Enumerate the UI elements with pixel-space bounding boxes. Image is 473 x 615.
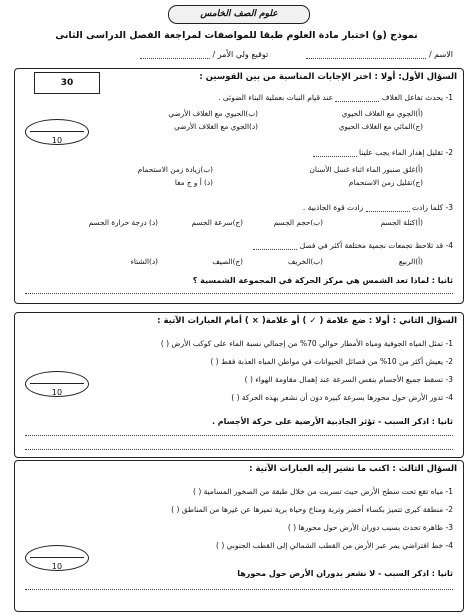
blank[interactable] xyxy=(335,101,379,102)
question-3-text2: زادت قوة الجاذبية . xyxy=(302,203,364,212)
answer-line[interactable] xyxy=(25,589,453,590)
q1-option-b[interactable]: (ب)الحيوي مع الغلاف الأرضي xyxy=(168,109,258,118)
q2-option-c[interactable]: (ج)تقليل زمن الاستحمام xyxy=(348,178,423,187)
q1-option-a[interactable]: (أ)الجوي مع الغلاف الحيوي xyxy=(341,109,423,118)
q2-option-b[interactable]: (ب)زيادة زمن الاستحمام xyxy=(137,165,213,174)
score-divider xyxy=(30,131,84,132)
section-one-bonus: ثانيا : لماذا تعد الشمس هي مركز الحركة في المجموعة الشمسية ؟ xyxy=(192,276,453,285)
section-two-heading: السؤال الثاني : أولا : ضع علامة ( ✓ ) أو علامة( × ) أمام العبارات الآتية : xyxy=(157,316,457,326)
q3-option-a[interactable]: (أ)كتلة الجسم xyxy=(380,218,423,227)
name-field[interactable] xyxy=(306,50,453,59)
question-1 xyxy=(218,93,453,102)
guardian-field[interactable] xyxy=(140,50,268,59)
section-one-score-value: 10 xyxy=(51,136,63,145)
q1-option-c[interactable]: (ج)المائي مع الغلاف الحيوي xyxy=(338,122,423,131)
q3-option-c[interactable]: (ج)سرعة الجسم xyxy=(191,218,243,227)
section-three-score-value: 10 xyxy=(51,562,63,571)
question-3 xyxy=(303,203,453,212)
student-info-row xyxy=(20,50,453,64)
statement-2: 2- يعيش أكثر من 10% من فصائل الحيوانات في مواطن المياه العذبة فقط ( ) xyxy=(210,357,453,366)
q2-option-a[interactable]: (أ)غلق صنبور الماء اثناء غسل الأسنان xyxy=(309,165,423,174)
statement-3: 3- تسقط جميع الأجسام بنفس السرعة عند إهمال مقاومة الهواء ( ) xyxy=(244,375,453,384)
answer-line[interactable] xyxy=(25,435,453,436)
section-two-score xyxy=(25,371,89,397)
subject-banner: علوم الصف الخامس xyxy=(168,5,310,24)
q3-option-d[interactable]: (د) درجة حرارة الجسم xyxy=(88,218,158,227)
q4-option-d[interactable]: (د)الشتاء xyxy=(130,257,158,266)
score-divider xyxy=(30,383,84,384)
total-score-box: 30 xyxy=(34,72,100,94)
q4-option-b[interactable]: (ب)الخريف xyxy=(287,257,323,266)
statement-4: 4- تدور الأرض حول محورها بسرعة كبيرة دون أن نشعر بهذه الحركة ( ) xyxy=(231,393,453,402)
definition-4: 4- خط افتراضي يمر عبر الأرض من القطب الشمالي إلى القطب الجنوبي ( ) xyxy=(216,541,453,550)
guardian-label: توقيع ولي الأمر / xyxy=(212,50,269,59)
section-two-bonus: ثانيا : اذكر السبب - تؤثر الجاذبية الأرضية على حركة الأجسام . xyxy=(211,417,453,426)
section-one xyxy=(14,68,464,304)
answer-line[interactable] xyxy=(25,293,453,294)
q3-option-b[interactable]: (ب)حجم الجسم xyxy=(273,218,323,227)
q2-option-d[interactable]: (د) أ و ج معا xyxy=(174,178,213,187)
definition-1: 1- مياه تقع تحت سطح الأرض حيث تسربت من خلال طبقة من الصخور المسامية ( ) xyxy=(193,487,453,496)
q1-option-d[interactable]: (د)الجوي مع الغلاف الأرضي xyxy=(174,122,258,131)
question-1-text: 1- يحدث تفاعل الغلاف xyxy=(381,93,453,102)
section-one-score xyxy=(25,119,89,145)
statement-1: 1- تمثل المياه الجوفية ومياه الأمطار حوالي 70% من إجمالي نسبة الماء على كوكب الأرض ( ) xyxy=(160,339,453,348)
definition-3: 3- ظاهرة تحدث بسبب دوران الأرض حول محورها ( ) xyxy=(287,523,453,532)
q4-option-c[interactable]: (ج)الصيف xyxy=(212,257,243,266)
question-2 xyxy=(313,148,453,157)
name-line xyxy=(306,58,426,59)
section-three-heading: السؤال الثالث : اكتب ما تشير إليه العبارات الآتية : xyxy=(249,464,457,474)
answer-line[interactable] xyxy=(25,449,453,450)
section-two-score-value: 10 xyxy=(51,388,63,397)
guardian-line xyxy=(140,58,210,59)
section-one-heading: السؤال الأول: أولا : اختر الإجابات المناسبة من بين القوسين : xyxy=(199,72,457,82)
section-two xyxy=(14,312,464,458)
question-2-text: 2- تقليل إهدار الماء يجب علينا xyxy=(359,148,453,157)
question-4-text: 4- قد تلاحظ تجمعات نجمية مختلفة أكثر في فصل xyxy=(299,241,453,250)
q4-option-a[interactable]: (أ)الربيع xyxy=(398,257,423,266)
exam-title: نموذج (و) اختبار مادة العلوم طبقا للمواصفات لمراجعة الفصل الدراسى الثانى xyxy=(55,30,418,41)
section-three-bonus: ثانيا : اذكر السبب - لا نشعر بدوران الأرض حول محورها xyxy=(237,569,453,578)
name-label: الاسم / xyxy=(428,50,453,59)
section-three xyxy=(14,460,464,612)
blank[interactable] xyxy=(253,249,297,250)
question-4 xyxy=(253,241,453,250)
blank[interactable] xyxy=(313,156,357,157)
section-three-score xyxy=(25,545,89,571)
blank[interactable] xyxy=(366,211,410,212)
question-1-text2: عند قيام النبات بعملية البناء الضوئى . xyxy=(218,93,334,102)
definition-2: 2- منطقة كبرى تتميز بكساء أخضر وتربة ومناخ وحياة برية تميزها عن غيرها من المناطق ( ) xyxy=(171,505,453,514)
question-3-text: 3- كلما زادت xyxy=(411,203,453,212)
score-divider xyxy=(30,557,84,558)
